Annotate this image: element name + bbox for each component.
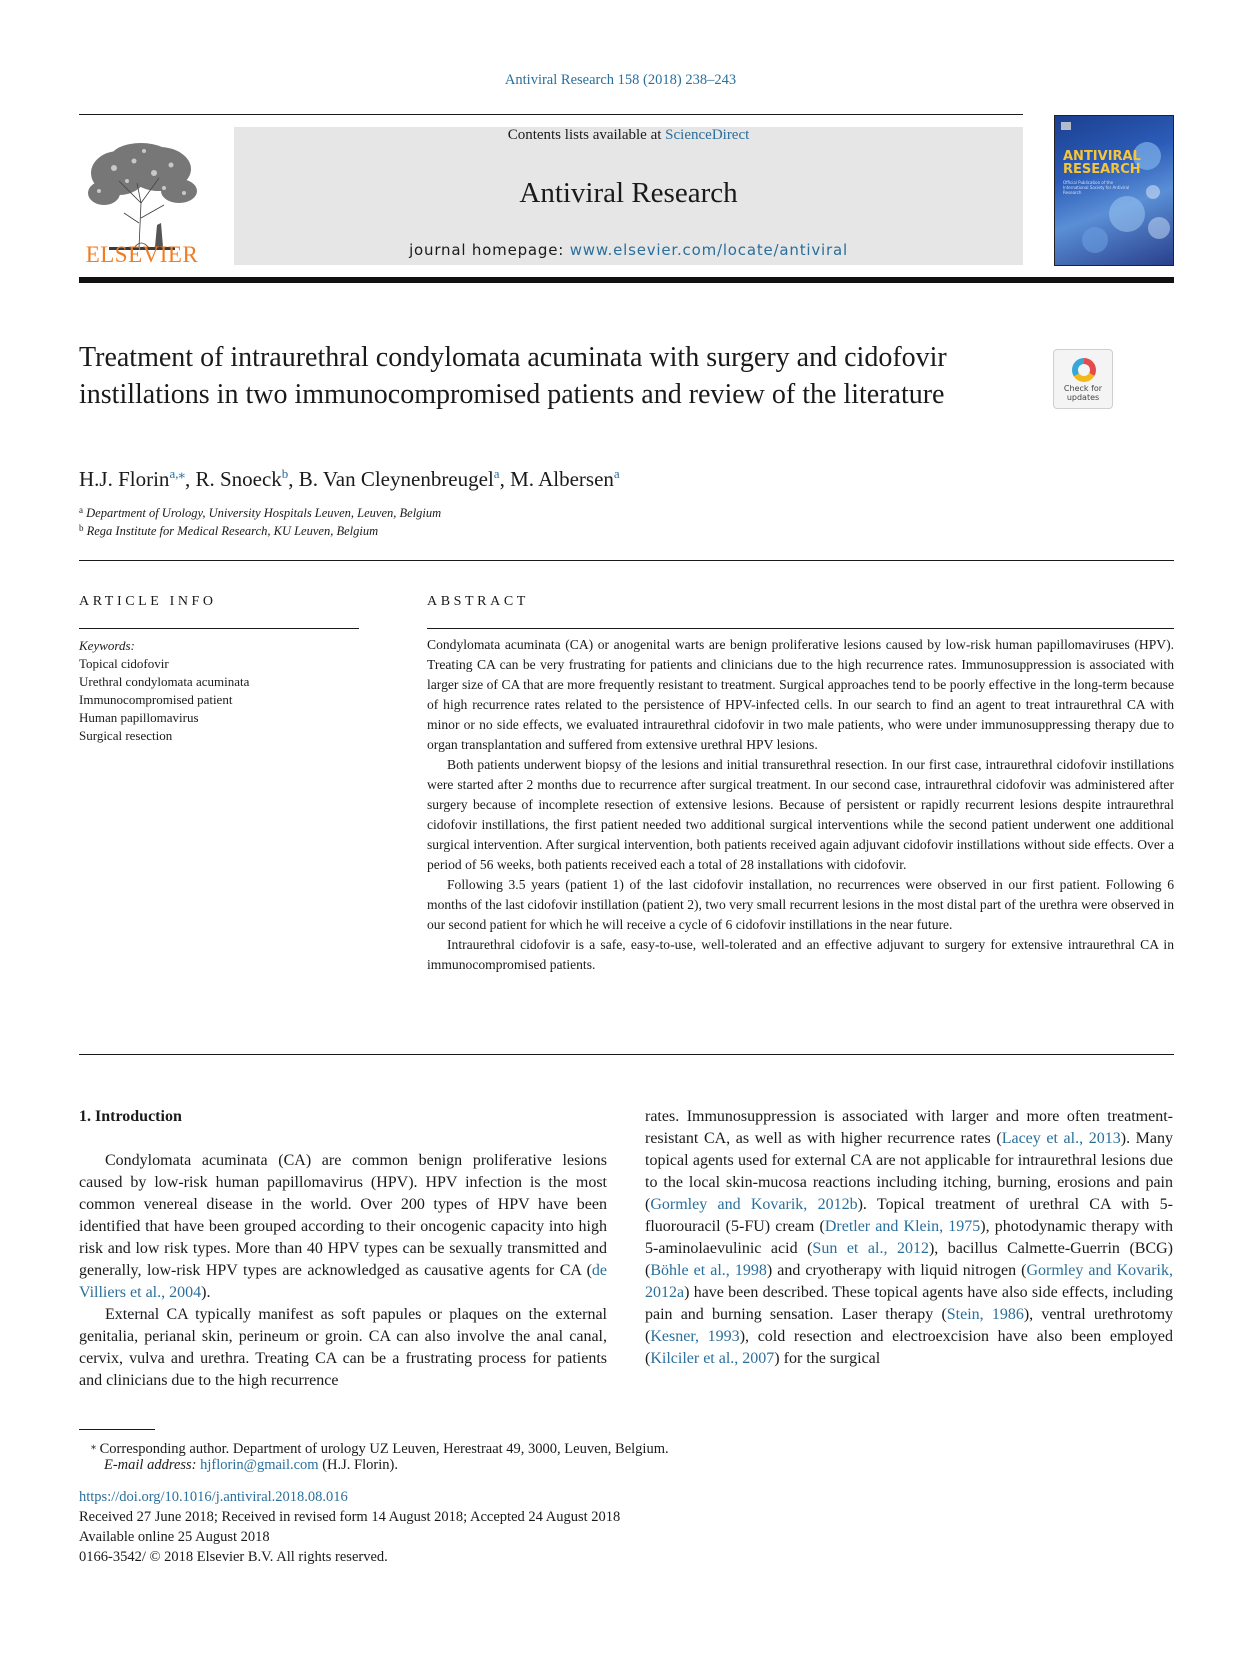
affiliation: $^b$ Rega Institute for Medical Research, KU Leuven, Belgium [79,523,379,538]
paragraph-text: ), cold resection and electroexcision have also been employed ( [645,1328,1174,1367]
sciencedirect-link[interactable]: ScienceDirect [665,127,750,143]
doi-link[interactable]: https://doi.org/10.1016/j.antiviral.2018.08.016 [79,1489,348,1505]
keywords-label: Keywords: [79,638,135,653]
citation-link[interactable]: Gormley and Kovarik, 2012a [645,1262,1173,1301]
body-paragraph [645,1106,1173,1370]
check-for-updates-button[interactable] [1053,349,1113,409]
keyword: Urethral condylomata acuminata [79,674,250,689]
citation-link[interactable]: de Villiers et al., 2004 [79,1262,607,1301]
author[interactable]: M. Albersen [510,467,614,491]
abstract-paragraph: Both patients underwent biopsy of the lesions and initial transurethral resection. In our first case, intraurethral cidofovir instillations were started after 2 months due to recurrence after surgical treatment. In our second case, intraurethral cidofovir was administered after surgery because of incomplete resection of extensive lesions. Because of persistent or rapidly recurrent lesions despite intraurethral cidofovir instillations, the first patient needed two additional surgical interventions while the second patient underwent one additional surgical intervention. After surgical intervention, both patients received again adjuvant cidofovir instillations without side effects. Over a period of 56 weeks, both patients received each a total of 28 installations with cidofovir. [427,757,1174,872]
keyword: Topical cidofovir [79,656,169,671]
paragraph-text: ). Topical treatment of urethral CA with 5-fluorouracil (5-FU) cream ( [645,1196,1173,1235]
body-paragraph [79,1304,607,1392]
crossmark-label: Check for updates [1063,384,1103,402]
citation-link[interactable]: Lacey et al., 2013 [1001,1130,1121,1147]
paragraph-text: ). [201,1284,211,1301]
article-title: Treatment of intraurethral condylomata acuminata with surgery and cidofovir instillations in two immunocompromised patients and review of the literature [79,342,947,410]
header-thick-rule [79,277,1174,283]
received-dates: Received 27 June 2018; Received in revised form 14 August 2018; Accepted 24 August 2018 [79,1509,621,1525]
citation-link[interactable]: Kesner, 1993 [650,1328,740,1345]
article-info-heading: ARTICLE INFO [79,594,217,609]
article-info-rule [79,628,359,629]
paragraph-text: ) and cryotherapy with liquid nitrogen ( [766,1262,1027,1279]
abstract-rule [427,628,1174,629]
copyright-line: 0166-3542/ © 2018 Elsevier B.V. All rights reserved. [79,1549,388,1565]
author-affiliation-mark[interactable]: a [493,466,500,481]
paragraph-text: ) for the surgical [774,1350,881,1367]
footnote-rule [79,1429,155,1430]
paragraph-text: ), ventral urethrotomy ( [645,1306,1174,1345]
body-column-left [79,1150,607,1392]
journal-masthead [234,127,1023,265]
crossmark-icon [1072,358,1096,382]
author-list: H.J. Florin$^{a,⁎}$, R. Snoeck$^b$, B. Van Cleynenbreugel$^a$, M. Albersen$^a$ [79,466,620,491]
journal-homepage: journal homepage: www.elsevier.com/locate/antiviral [409,241,848,259]
paragraph-text: ), photodynamic therapy with 5-aminolaevulinic acid ( [645,1218,1173,1257]
author[interactable]: B. Van Cleynenbreugel [298,467,494,491]
keyword: Human papillomavirus [79,710,199,725]
citation-link[interactable]: Böhle et al., 1998 [650,1262,767,1279]
email-note: E-mail address: hjflorin@gmail.com (H.J. Florin). [104,1457,398,1473]
cover-subtitle: Official Publication of the International Society for Antiviral Research [1063,180,1130,195]
header-rule [79,114,1023,115]
body-column-right [645,1106,1173,1370]
paragraph-text: External CA typically manifest as soft papules or plaques on the external genitalia, perianal skin, perineum or groin. CA can also involve the anal canal, cervix, vulva and urethra. Treating CA can be a frustrating process for patients and clinicians due to the high recurrence [79,1306,607,1389]
author-affiliation-mark[interactable]: a,⁎ [169,466,185,481]
citation-link[interactable]: Stein, 1986 [946,1306,1024,1323]
paragraph-text: Condylomata acuminata (CA) are common benign proliferative lesions caused by low-risk human papillomavirus (HPV). HPV infection is the most common venereal disease in the world. Over 200 types of HPV have been identified that have been grouped according to their oncogenic capacity into high risk and low risk types. More than 40 HPV types can be sexually transmitted and generally, low-risk HPV types are acknowledged as causative agents for CA ( [79,1152,607,1279]
paragraph-text: ), bacillus Calmette-Guerrin (BCG) ( [645,1240,1174,1279]
abstract-paragraph: Intraurethral cidofovir is a safe, easy-to-use, well-tolerated and an effective adjuvant to surgery for extensive intraurethral CA in immunocompromised patients. [427,937,1174,972]
paragraph-text: rates. Immunosuppression is associated with larger and more often treatment-resistant CA, as well as with higher recurrence rates ( [645,1108,1173,1147]
abstract-heading: ABSTRACT [427,594,529,609]
citation-link[interactable]: Kilciler et al., 2007 [650,1350,775,1367]
abstract-paragraph: Following 3.5 years (patient 1) of the last cidofovir installation, no recurrences were observed in our first patient. Following 6 months of the last cidofovir instillation (patient 2), two very small recurrent lesions in the most distal part of the urethra were observed in our second patient for which he will receive a cycle of 6 cidofovir instillations in the near future. [427,877,1174,932]
abstract-paragraph: Condylomata acuminata (CA) or anogenital warts are benign proliferative lesions caused by low-risk human papillomaviruses (HPV). Treating CA can be very frustrating for patients and clinicians due to the high recurrence rates. Immunosuppression is associated with larger size of CA that are more frequently resistant to treatment. Surgical approaches tend to be poorly effective in the long-term because of high recurrence rates related to the persistence of HPV-infected cells. In our search to find an agent to treat intraurethral CA with minor or no side effects, we evaluated intraurethral cidofovir in two male patients, who were under immunosuppressing therapy due to organ transplantation and suffered from extensive urethral HPV lesions. [427,637,1174,752]
keywords-list [79,637,249,745]
contents-availability: Contents lists available at ScienceDirect [507,127,750,143]
paragraph-text: ) have been described. These topical agents have also side effects, including pain and burning sensation. Laser therapy ( [645,1284,1173,1323]
abstract-body [427,635,1174,975]
keyword: Surgical resection [79,728,173,743]
journal-cover-thumbnail[interactable] [1054,115,1174,266]
citation-link[interactable]: Sun et al., 2012 [812,1240,929,1257]
elsevier-wordmark: ELSEVIER [85,242,199,267]
journal-title: Antiviral Research [519,177,738,209]
abstract-end-rule [79,1054,1174,1055]
title-block-rule [79,560,1174,561]
author-affiliation-mark[interactable]: a [613,466,620,481]
homepage-link[interactable]: www.elsevier.com/locate/antiviral [569,241,848,259]
affiliation: $^a$ Department of Urology, University Hospitals Leuven, Leuven, Belgium [79,505,442,520]
journal-citation[interactable]: Antiviral Research 158 (2018) 238–243 [504,72,737,88]
citation-link[interactable]: Dretler and Klein, 1975 [824,1218,981,1235]
paragraph-text: ). Many topical agents used for external CA are not applicable for intraurethral lesions due to the local skin-mucosa reactions including itching, burning, erosions and pain ( [645,1130,1174,1213]
email-link[interactable]: hjflorin@gmail.com [200,1457,319,1473]
body-paragraph [79,1150,607,1304]
author[interactable]: R. Snoeck [195,467,282,491]
keyword: Immunocompromised patient [79,692,233,707]
author[interactable]: H.J. Florin [79,467,170,491]
available-online-date: Available online 25 August 2018 [79,1529,270,1545]
citation-link[interactable]: Gormley and Kovarik, 2012b [650,1196,858,1213]
author-affiliation-mark[interactable]: b [281,466,289,481]
section-heading-introduction: 1. Introduction [79,1108,182,1125]
corresponding-author-note: ⁎ Corresponding author. Department of urology UZ Leuven, Herestraat 49, 3000, Leuven, Belgium. [91,1441,669,1457]
cover-title: ANTIVIRAL RESEARCH [1063,149,1141,177]
